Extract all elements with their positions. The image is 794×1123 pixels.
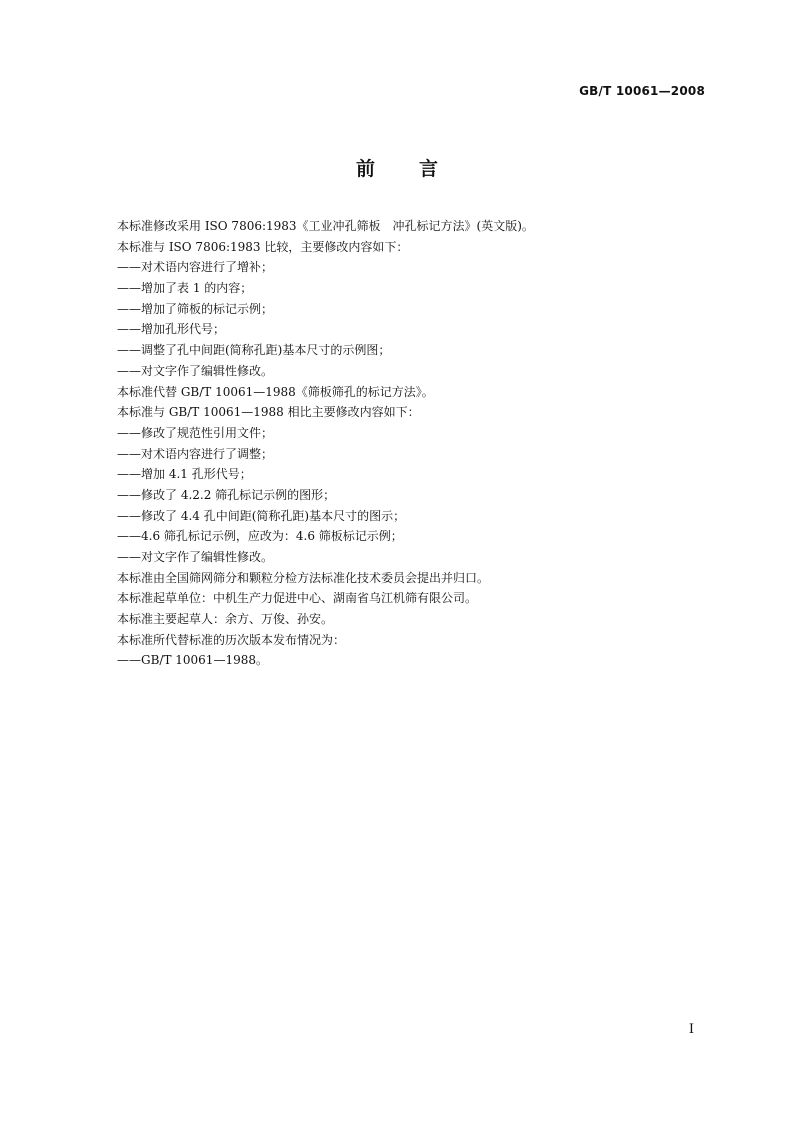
title-char-2: 言	[419, 158, 439, 180]
text-line-7: ——调整了孔中间距(简称孔距)基本尺寸的示例图；	[117, 343, 391, 358]
text-line-19: 本标准起草单位：中机生产力促进中心、湖南省乌江机筛有限公司。	[117, 591, 478, 606]
text-line-9: 本标准代替 GB/T 10061—1988《筛板筛孔的标记方法》。	[117, 384, 434, 399]
text-line-11: ——修改了规范性引用文件；	[117, 425, 274, 440]
page-title	[0, 154, 794, 181]
text-line-16: ——4.6 筛孔标记示例，应改为：4.6 筛板标记示例；	[117, 529, 403, 544]
standard-code: GB/T 10061—2008	[579, 84, 705, 98]
text-line-21: 本标准所代替标准的历次版本发布情况为：	[117, 632, 346, 647]
text-line-12: ——对术语内容进行了调整；	[117, 446, 274, 461]
text-line-1: 本标准修改采用 ISO 7806:1983《工业冲孔筛板 冲孔标记方法》(英文版)。	[117, 219, 534, 233]
page-number: I	[688, 1022, 694, 1037]
text-line-4: ——增加了表 1 的内容；	[117, 281, 253, 296]
text-line-2: 本标准与 ISO 7806:1983 比较，主要修改内容如下：	[117, 239, 409, 254]
text-line-18: 本标准由全国筛网筛分和颗粒分检方法标准化技术委员会提出并归口。	[117, 570, 490, 585]
text-line-14: ——修改了 4.2.2 筛孔标记示例的图形；	[117, 487, 336, 502]
foreword-body	[117, 216, 697, 671]
text-line-3: ——对术语内容进行了增补；	[117, 260, 274, 275]
text-line-5: ——增加了筛板的标记示例；	[117, 301, 274, 316]
text-line-20: 本标准主要起草人：余方、万俊、孙安。	[117, 612, 334, 627]
text-line-22: ——GB/T 10061—1988。	[117, 653, 268, 668]
text-line-8: ——对文字作了编辑性修改。	[117, 363, 274, 378]
text-line-17: ——对文字作了编辑性修改。	[117, 550, 274, 564]
title-char-1: 前	[355, 158, 375, 180]
text-line-10: 本标准与 GB/T 10061—1988 相比主要修改内容如下：	[117, 405, 420, 420]
text-line-13: ——增加 4.1 孔形代号；	[117, 467, 252, 482]
text-line-15: ——修改了 4.4 孔中间距(简称孔距)基本尺寸的图示；	[117, 508, 406, 523]
text-line-6: ——增加孔形代号；	[117, 322, 226, 337]
